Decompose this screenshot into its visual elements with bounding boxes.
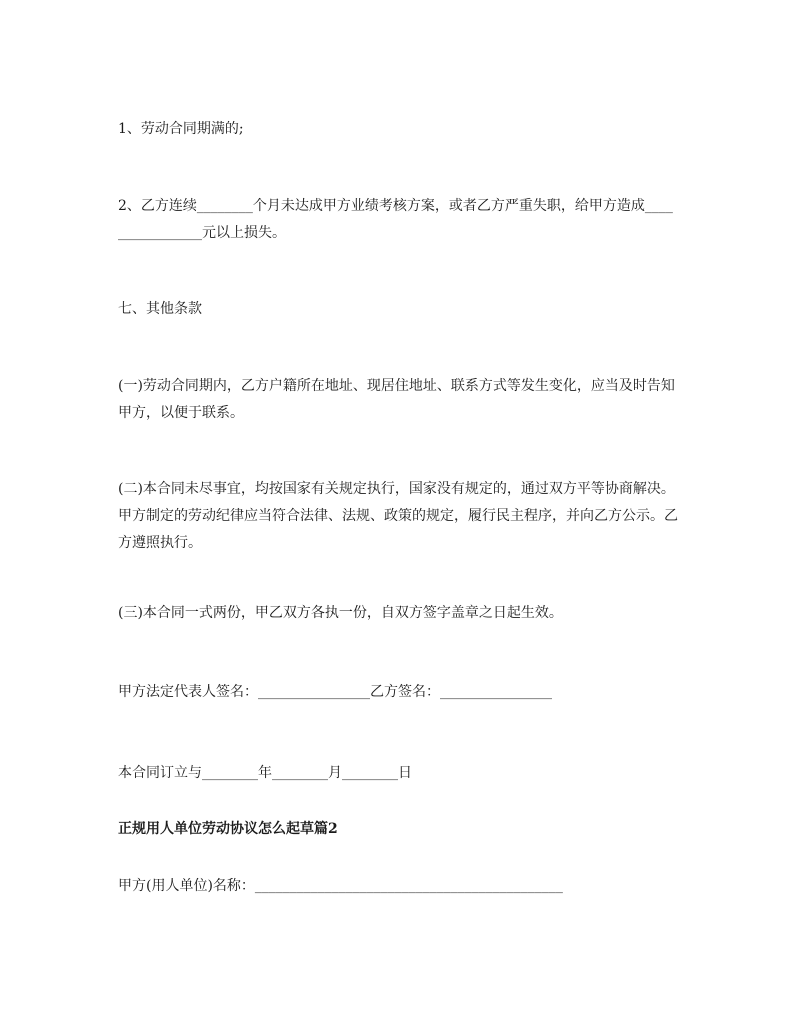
clause-contact-change: (一)劳动合同期内，乙方户籍所在地址、现居住地址、联系方式等发生变化，应当及时告知甲方，以便于联系。	[118, 378, 675, 421]
contract-date-line: 本合同订立与________年________月________日	[118, 765, 412, 781]
clause-unresolved-matters: (二)本合同未尽事宜，均按国家有关规定执行，国家没有规定的，通过双方平等协商解决。甲方制定的劳动纪律应当符合法律、法规、政策的规定，履行民主程序，并向乙方公示。乙方遵照执行。	[118, 481, 678, 551]
clause-performance-loss: 2、乙方连续________个月未达成甲方业绩考核方案，或者乙方严重失职，给甲方造成________________元以上损失。	[118, 198, 673, 241]
clause-copies-effective: (三)本合同一式两份，甲乙双方各执一份，自双方签字盖章之日起生效。	[118, 605, 563, 621]
section-title-agreement-2: 正规用人单位劳动协议怎么起草篇2	[118, 821, 338, 837]
signature-line: 甲方法定代表人签名：________________乙方签名：________________	[118, 684, 552, 700]
clause-contract-expiry: 1、劳动合同期满的;	[118, 121, 244, 137]
employer-name-line: 甲方(用人单位)名称：____________________________________________	[118, 878, 563, 894]
section-heading-other-terms: 七、其他条款	[118, 301, 202, 317]
